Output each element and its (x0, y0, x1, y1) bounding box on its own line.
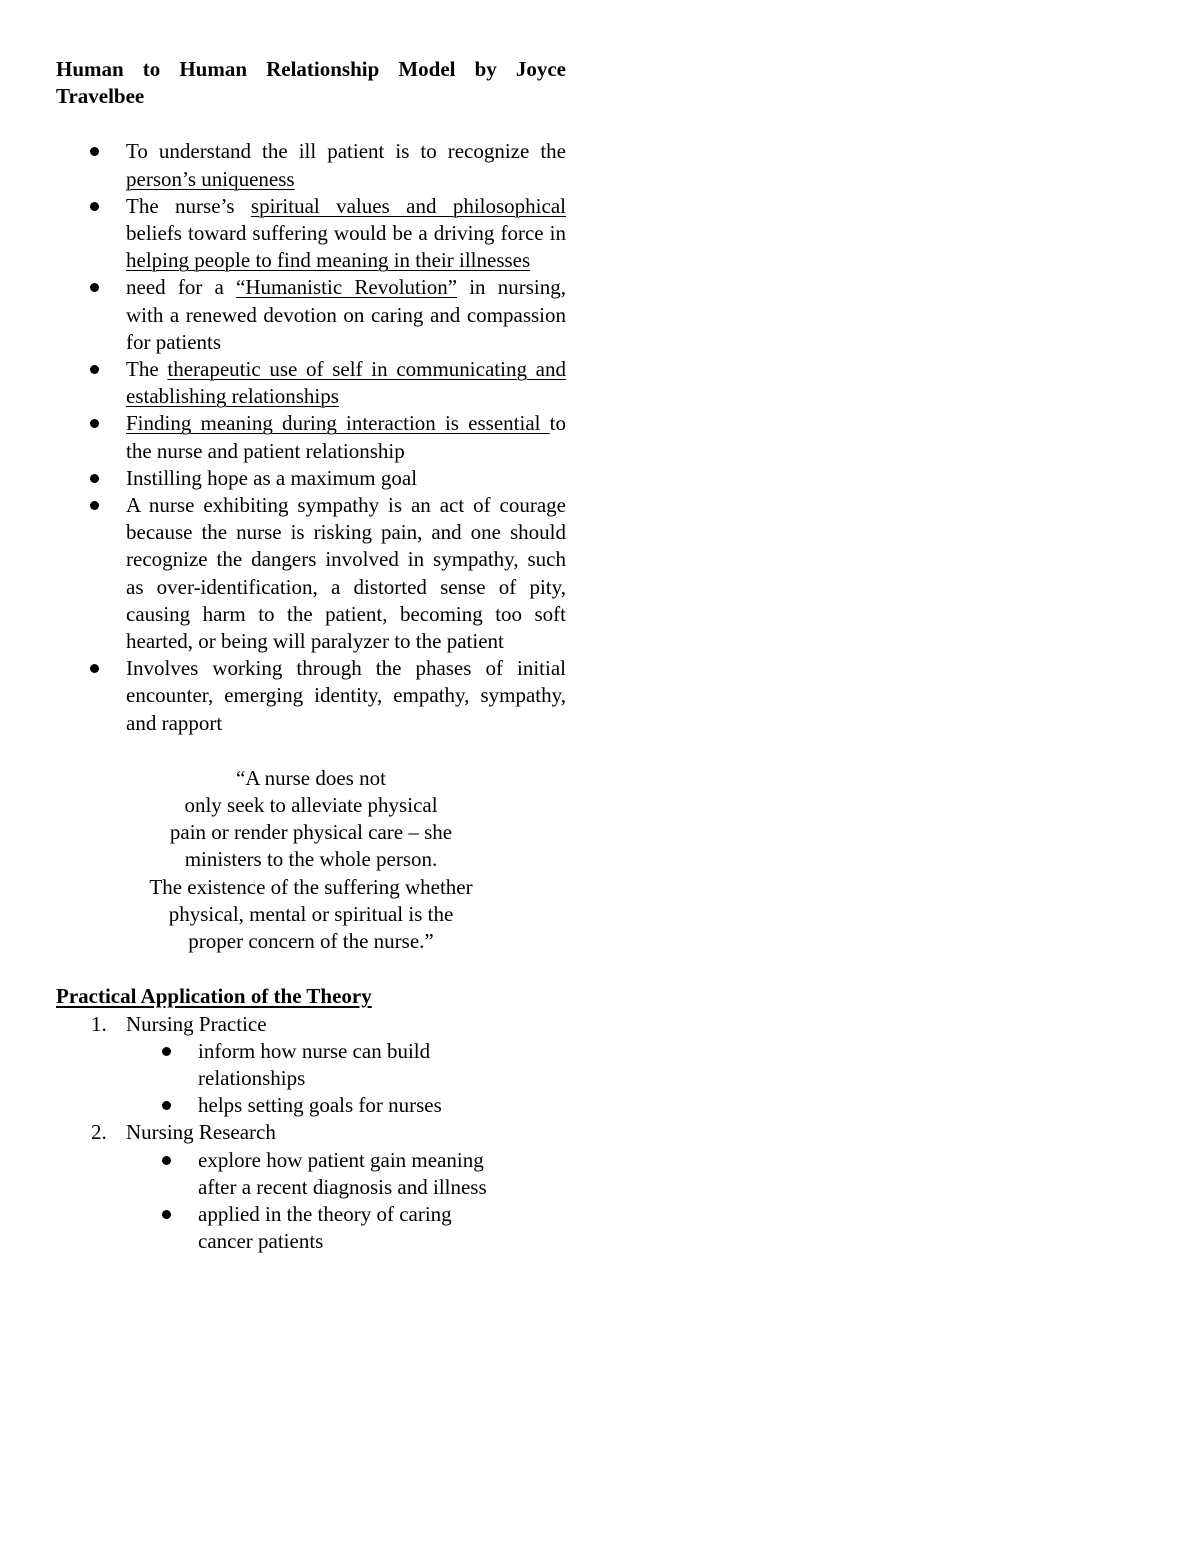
bullet-icon (90, 664, 99, 673)
body-text: to the nurse and patient relationship (126, 411, 566, 463)
list-item (56, 274, 566, 356)
body-text: need for a (126, 275, 237, 300)
bullet-icon (90, 419, 99, 428)
section-heading: Practical Application of the Theory (56, 984, 372, 1009)
sub-item-text: explore how patient gain meaning after a recent diagnosis and illness (198, 1147, 487, 1199)
quote-line: only seek to alleviate physical (184, 793, 438, 818)
underlined-text: helping people to find meaning in their illnesses (126, 248, 531, 273)
list-item-text (126, 493, 566, 653)
body-text: The nurse’s (126, 193, 251, 218)
list-item-text (126, 139, 566, 190)
applications-list (56, 1011, 566, 1256)
list-item (56, 356, 566, 410)
list-item (56, 492, 566, 655)
bullet-icon (90, 501, 99, 510)
list-item (126, 1092, 498, 1119)
list-number: 1. (91, 1011, 107, 1036)
underlined-text: spiritual values and philosophical (250, 193, 566, 218)
quote-line: “A nurse does not (236, 765, 386, 790)
bullet-icon (162, 1156, 171, 1165)
list-item-text (126, 656, 566, 734)
sub-item-text: applied in the theory of caring cancer patients (198, 1201, 452, 1254)
document-title: Human to Human Relationship Model by Joyce Travelbee (56, 57, 566, 109)
bullet-icon (162, 1210, 171, 1219)
bullet-icon (90, 202, 99, 211)
list-item (126, 1147, 498, 1201)
application-item (56, 1011, 566, 1120)
bullet-icon (90, 147, 99, 156)
document-page (56, 56, 566, 1255)
body-text: in nursing, with a renewed devotion on caring and compassion for patients (126, 275, 566, 354)
underlined-text: person’s uniqueness (126, 166, 295, 191)
application-item (56, 1119, 566, 1255)
list-item (126, 1201, 498, 1255)
underlined-text: Finding meaning during interaction is essential (126, 411, 550, 436)
bullet-icon (162, 1047, 171, 1056)
bullet-icon (90, 365, 99, 374)
quote-block (56, 765, 566, 955)
list-item-text (126, 275, 566, 353)
body-text: Involves working through the phases of initial encounter, emerging identity, empathy, sympathy, and rapport (126, 656, 566, 735)
underlined-text: therapeutic use of self in communicating and establishing relationships (126, 357, 566, 409)
quote-line: ministers to the whole person. (184, 847, 438, 872)
quote-line: pain or render physical care – she (169, 820, 453, 845)
body-text: Instilling hope as a maximum goal (126, 465, 418, 490)
sub-item-text: helps setting goals for nurses (198, 1093, 442, 1118)
list-item (56, 410, 566, 464)
bullet-icon (90, 474, 99, 483)
list-number: 2. (91, 1120, 107, 1145)
quote-line: The existence of the suffering whether (149, 874, 473, 899)
bullet-icon (162, 1101, 171, 1110)
application-label: Nursing Research (126, 1120, 276, 1145)
list-item-text (126, 466, 417, 490)
list-item (56, 465, 566, 492)
body-text: A nurse exhibiting sympathy is an act of courage because the nurse is risking pain, and one should recognize the dangers involved in sympathy, such as over-identification, a distorted sense of pity, causing harm to the patient, becoming too soft hearted, or being will paralyzer to the patient (126, 493, 566, 654)
list-item (56, 655, 566, 737)
quote-line: physical, mental or spiritual is the (168, 901, 454, 926)
key-points-list (56, 138, 566, 736)
quote-line: proper concern of the nurse.” (188, 929, 434, 954)
bullet-icon (90, 283, 99, 292)
list-item-text (126, 357, 566, 408)
sub-list (126, 1038, 566, 1120)
sub-item-text: inform how nurse can build relationships (198, 1038, 431, 1090)
body-text: The (126, 357, 168, 382)
body-text: beliefs toward suffering would be a driving force in (126, 221, 566, 246)
underlined-text: “Humanistic Revolution” (236, 275, 458, 300)
application-label: Nursing Practice (126, 1011, 267, 1036)
list-item (56, 193, 566, 275)
body-text: To understand the ill patient is to recognize the (126, 139, 566, 164)
list-item-text (126, 194, 566, 272)
list-item-text (126, 411, 566, 462)
sub-list (126, 1147, 566, 1256)
list-item (56, 138, 566, 192)
list-item (126, 1038, 498, 1092)
